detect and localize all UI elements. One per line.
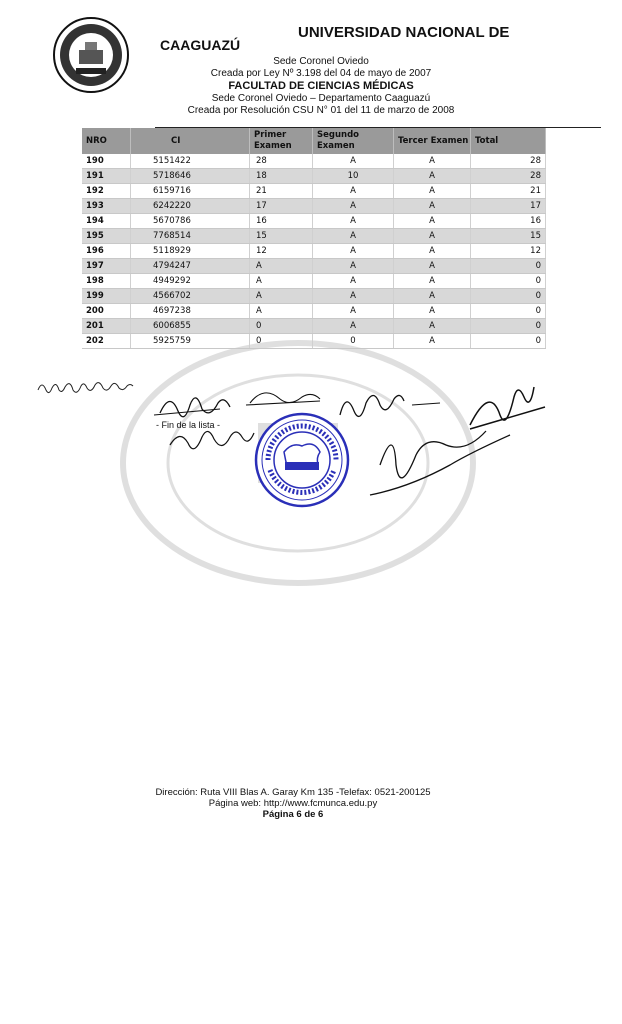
- signatures: [150, 385, 550, 515]
- cell-ci: 5718646: [131, 169, 250, 184]
- cell-ex1: 12: [250, 244, 313, 259]
- cell-ex2: A: [313, 259, 394, 274]
- table-row: [82, 274, 546, 289]
- cell-ci: 5118929: [131, 244, 250, 259]
- cell-nro: 191: [82, 169, 131, 184]
- cell-ci: 4566702: [131, 289, 250, 304]
- university-title-line2: CAAGUAZÚ: [160, 37, 241, 53]
- cell-ci: 4794247: [131, 259, 250, 274]
- col-total: Total: [471, 128, 546, 154]
- cell-ex3: A: [394, 259, 471, 274]
- cell-ci: 5151422: [131, 154, 250, 169]
- table-row: [82, 184, 546, 199]
- cell-ci: 6006855: [131, 319, 250, 334]
- cell-nro: 197: [82, 259, 131, 274]
- table-row: [82, 229, 546, 244]
- facultad-title: FACULTAD DE CIENCIAS MÉDICAS: [228, 80, 414, 92]
- table-row: [82, 169, 546, 184]
- cell-total: 15: [471, 229, 546, 244]
- col-nro: NRO: [82, 128, 131, 154]
- cell-ex2: 10: [313, 169, 394, 184]
- cell-total: 0: [471, 274, 546, 289]
- cell-ex2: A: [313, 154, 394, 169]
- cell-ci: 4697238: [131, 304, 250, 319]
- cell-total: 21: [471, 184, 546, 199]
- cell-ex3: A: [394, 169, 471, 184]
- cell-ex3: A: [394, 244, 471, 259]
- table-row: [82, 304, 546, 319]
- cell-ci: 5925759: [131, 334, 250, 349]
- cell-total: 28: [471, 169, 546, 184]
- cell-ex2: A: [313, 274, 394, 289]
- cell-total: 28: [471, 154, 546, 169]
- cell-total: 17: [471, 199, 546, 214]
- cell-ex3: A: [394, 229, 471, 244]
- col-segundo-examen: Segundo Examen: [313, 128, 394, 154]
- cell-ci: 6242220: [131, 199, 250, 214]
- table-row: [82, 244, 546, 259]
- cell-ex3: A: [394, 289, 471, 304]
- col-ci: CI: [131, 128, 250, 154]
- cell-ex3: A: [394, 214, 471, 229]
- cell-ci: 7768514: [131, 229, 250, 244]
- cell-nro: 202: [82, 334, 131, 349]
- cell-ex3: A: [394, 274, 471, 289]
- ley-line: Creada por Ley Nº 3.198 del 04 de mayo de 2007: [210, 68, 432, 79]
- cell-ex2: A: [313, 319, 394, 334]
- handwritten-name-signature: [36, 376, 146, 398]
- cell-ex2: A: [313, 244, 394, 259]
- resolucion-line: Creada por Resolución CSU N° 01 del 11 de marzo de 2008: [187, 105, 455, 116]
- cell-ci: 5670786: [131, 214, 250, 229]
- cell-nro: 194: [82, 214, 131, 229]
- table-row: [82, 319, 546, 334]
- cell-ex2: A: [313, 304, 394, 319]
- cell-ex1: A: [250, 274, 313, 289]
- cell-ex1: 15: [250, 229, 313, 244]
- cell-total: 0: [471, 304, 546, 319]
- grades-table: [82, 128, 546, 349]
- cell-ex3: A: [394, 304, 471, 319]
- footer-page-number: Página 6 de 6: [262, 809, 324, 820]
- cell-ex1: A: [250, 289, 313, 304]
- cell-ex2: A: [313, 214, 394, 229]
- fin-de-lista: - Fin de la lista -: [156, 420, 221, 430]
- cell-total: 0: [471, 319, 546, 334]
- col-tercer-examen: Tercer Examen: [394, 128, 471, 154]
- table-row: [82, 154, 546, 169]
- cell-ex1: A: [250, 259, 313, 274]
- col-primer-examen: Primer Examen: [250, 128, 313, 154]
- cell-nro: 199: [82, 289, 131, 304]
- cell-nro: 195: [82, 229, 131, 244]
- table-row: [82, 199, 546, 214]
- university-title: UNIVERSIDAD NACIONAL DE: [298, 24, 510, 41]
- cell-nro: 193: [82, 199, 131, 214]
- cell-ex2: 0: [313, 334, 394, 349]
- cell-ex1: 0: [250, 319, 313, 334]
- cell-nro: 201: [82, 319, 131, 334]
- cell-ex3: A: [394, 334, 471, 349]
- cell-ex1: A: [250, 304, 313, 319]
- faculty-seal: [254, 412, 350, 508]
- cell-total: 12: [471, 244, 546, 259]
- cell-ex2: A: [313, 289, 394, 304]
- table-row: [82, 289, 546, 304]
- cell-ci: 4949292: [131, 274, 250, 289]
- cell-ex3: A: [394, 319, 471, 334]
- footer-direccion: Dirección: Ruta VIII Blas A. Garay Km 135 -Telefax: 0521-200125: [155, 787, 431, 798]
- cell-nro: 190: [82, 154, 131, 169]
- cell-ex1: 21: [250, 184, 313, 199]
- cell-total: 0: [471, 259, 546, 274]
- cell-nro: 198: [82, 274, 131, 289]
- cell-ex1: 18: [250, 169, 313, 184]
- cell-ex3: A: [394, 184, 471, 199]
- cell-nro: 192: [82, 184, 131, 199]
- cell-ex1: 28: [250, 154, 313, 169]
- cell-ex2: A: [313, 184, 394, 199]
- table-row: [82, 259, 546, 274]
- table-header-row: [82, 128, 546, 154]
- table-row: [82, 334, 546, 349]
- cell-ex1: 17: [250, 199, 313, 214]
- cell-ex1: 0: [250, 334, 313, 349]
- sede-line: Sede Coronel Oviedo: [273, 56, 369, 67]
- cell-ci: 6159716: [131, 184, 250, 199]
- cell-total: 16: [471, 214, 546, 229]
- cell-ex3: A: [394, 154, 471, 169]
- cell-total: 0: [471, 334, 546, 349]
- cell-nro: 196: [82, 244, 131, 259]
- departamento-line: Sede Coronel Oviedo – Departamento Caaguazú: [211, 93, 431, 104]
- table-row: [82, 214, 546, 229]
- cell-ex2: A: [313, 199, 394, 214]
- cell-ex3: A: [394, 199, 471, 214]
- cell-ex1: 16: [250, 214, 313, 229]
- cell-ex2: A: [313, 229, 394, 244]
- cell-nro: 200: [82, 304, 131, 319]
- cell-total: 0: [471, 289, 546, 304]
- footer-web: Página web: http://www.fcmunca.edu.py: [208, 798, 378, 809]
